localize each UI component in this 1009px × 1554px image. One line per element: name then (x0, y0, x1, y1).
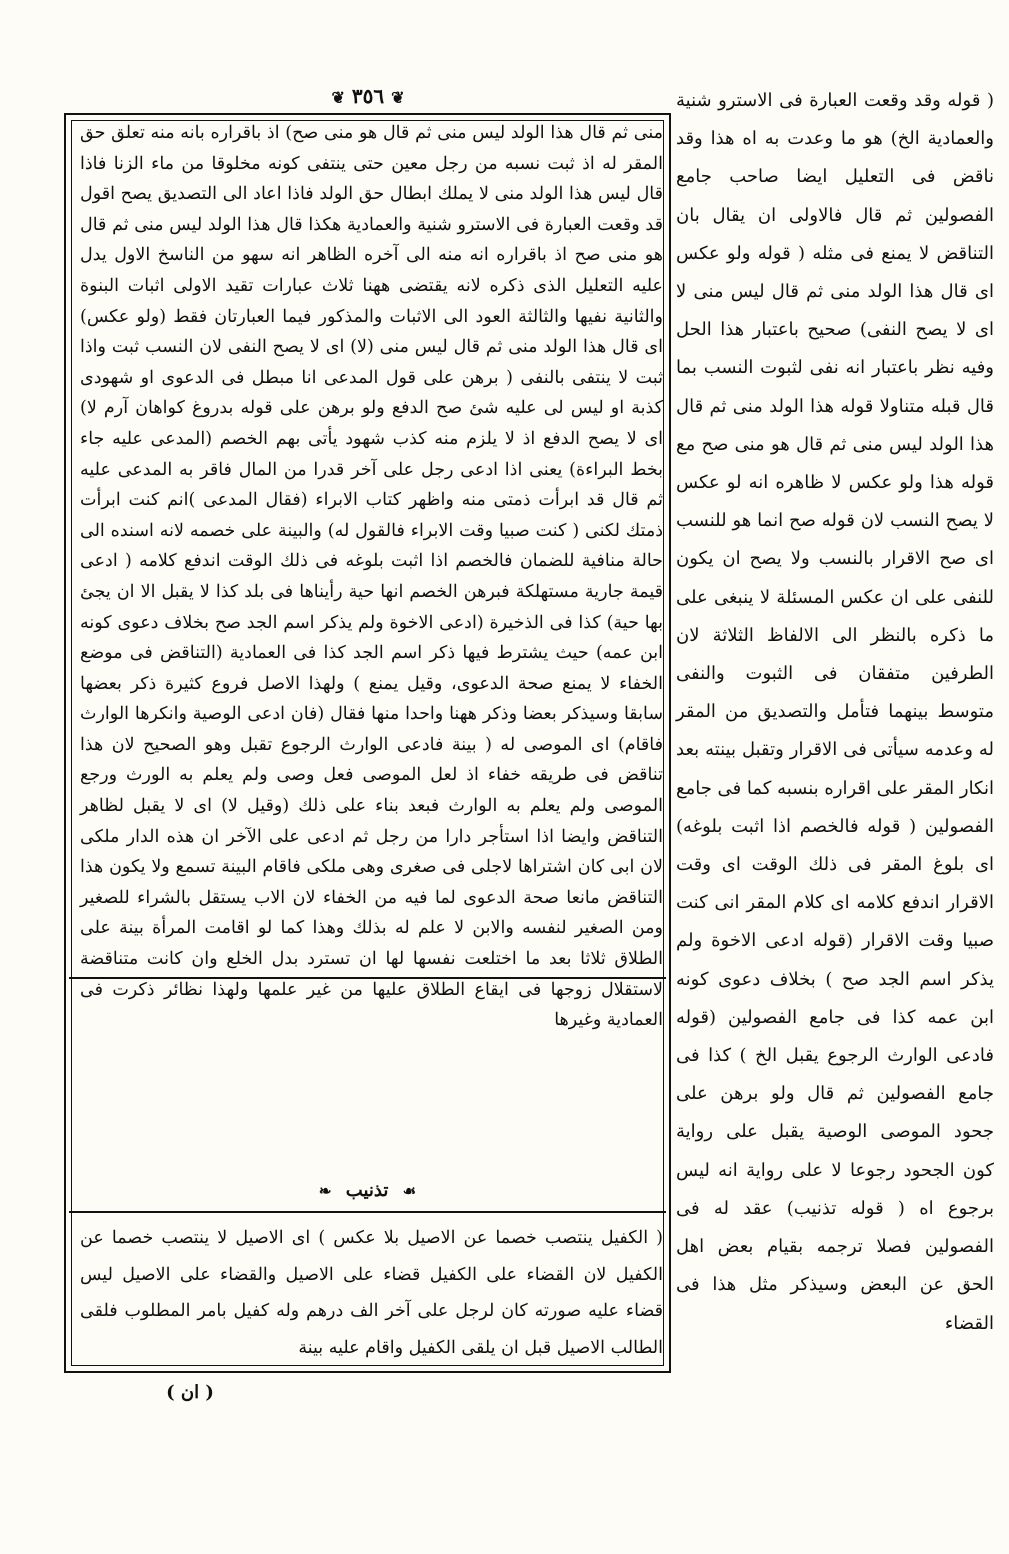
catchword: ( ان ) (166, 1382, 214, 1403)
page-number (318, 84, 418, 108)
page-number-value: ٣٥٦ (351, 84, 385, 108)
section-title (69, 1180, 666, 1201)
margin-commentary-text: ( قوله وقد وقعت العبارة فى الاسترو شنية والعمادية الخ) هو ما وعدت به اه هذا وقد ناقض فى التعليل ايضا صاحب جامع الفصولين ثم قال فالاولى ان يقال بان التناقض لا يمنع فى مثله ( قوله ولو عكس اى قال هذا الولد منى ثم قال ليس منى لا اى لا يصح النفى) صحيح باعتبار هذا الحل وفيه نظر باعتبار انه نفى لثبوت النسب بما قال قبله متناولا قوله هذا الولد منى ثم قال هذا الولد ليس منى ثم قال هو منى صح مع قوله هذا ولو عكس لا ظاهره انه لو عكس لا يصح النسب لان قوله صح انما هو للنسب اى صح الاقرار بالنسب ولا يصح ان يكون للنفى على ان عكس المسئلة لا ينبغى على ما ذكره بالنظر الى الالفاظ الثلاثة لان الطرفين متفقان فى الثبوت والنفى متوسط بينهما فتأمل والتصديق من المقر له وعدمه سيأتى فى الاقرار وتقبل بينته بعد انكار المقر على اقراره بنسبه كما فى جامع الفصولين ( قوله فالخصم اذا اثبت بلوغه) اى بلوغ المقر فى ذلك الوقت اى وقت الاقرار اندفع كلامه اى كلام المقر انى كنت صبيا وقت الاقرار (قوله ادعى الاخوة ولم يذكر اسم الجد صح ) بخلاف دعوى كونه ابن عمه كذا فى جامع الفصولين (قوله فادعى الوارث الرجوع يقبل الخ ) كذا فى جامع الفصولين ثم قال ولو برهن على جحود الموصى الوصية يقبل على رواية كون الجحود رجوعا لا على رواية انه ليس برجوع اه ( قوله تذنيب) عقد له فى الفصولين فصلا ترجمه بقيام بعض اهل الحق عن البعض وسيذكر مثل هذا فى القضاء (676, 90, 994, 1334)
section-title-text: تذنيب (345, 1180, 389, 1201)
ornament-right: ❦ (391, 88, 405, 107)
ornament-left: ❦ (331, 88, 345, 107)
main-text (80, 118, 663, 1031)
section-title-ornament-right: ☙ (402, 1182, 417, 1200)
section-text-body: ( الكفيل ينتصب خصما عن الاصيل بلا عكس ) اى الاصيل لا ينتصب خصما عن الكفيل لان القضاء على الكفيل قضاء على الاصيل والقضاء على الاصيل ليس قضاء عليه صورته كان لرجل على آخر الف درهم وله كفيل بامر المطلوب فلقى الطالب الاصيل قبل ان يلقى الكفيل واقام عليه بينة (80, 1228, 663, 1358)
section-divider-top (69, 977, 666, 979)
section-text (80, 1220, 663, 1368)
section-title-ornament-left: ❧ (318, 1182, 332, 1200)
section-divider-bottom (69, 1211, 666, 1213)
main-text-body: منى ثم قال هذا الولد ليس منى ثم قال هو منى صح) اذ باقراره بانه منه تعلق حق المقر له اذ ثبت نسبه من رجل معين حتى ينتفى كونه مخلوقا من ماء الزنا فاذا قال ليس هذا الولد منى لا يملك ابطال حق الولد فاذا اعاد الى التصديق يصح اقول قد وقعت العبارة فى الاسترو شنية والعمادية هكذا قال هذا الولد ليس منى ثم قال هو منى صح اذ باقراره انه منه الى آخره الظاهر انه سهو من الناسخ الاول يدل عليه التعليل الذى ذكره لانه يقتضى ههنا ثلاث عبارات تقيد الاولى اثبات البنوة والثانية نفيها والثالثة العود الى الاثبات والمذكور فيما العبارتان فقط (ولو عكس) اى قال هذا الولد منى ثم قال ليس منى (لا) اى لا يصح النفى لان النسب ثبت واذا ثبت لا ينتفى بالنفى ( برهن على قول المدعى انا مبطل فى الدعوى او شهودى كذبة او ليس لى عليه شئ صح الدفع ولو برهن على قوله بدروغ كواهان آرم لا) اى لا يصح الدفع اذ لا يلزم منه كذب شهود يأتى بهم الخصم (المدعى عليه جاء بخط البراءة) يعنى اذا ادعى رجل على آخر قدرا من المال فاقر به المدعى عليه ثم قال قد ابرأت ذمتى منه واظهر كتاب الابراء (فقال المدعى )انم كنت ابرأت ذمتك لكنى ( كنت صبيا وقت الابراء فالقول له) والبينة على خصمه لانه اسنده الى حالة منافية للضمان فالخصم اذا اثبت بلوغه فى ذلك الوقت اندفع كلامه ( ادعى قيمة جارية مستهلكة فبرهن الخصم انها حية رأيناها فى بلد كذا لا يقبل الا ان يجئ بها حية) كذا فى الذخيرة (ادعى الاخوة ولم يذكر اسم الجد صح بخلاف دعوى كونه ابن عمه) حيث يشترط فيها ذكر اسم الجد كذا فى العمادية (التناقض فى موضع الخفاء لا يمنع صحة الدعوى، وقيل يمنع ) ولهذا الاصل فروع كثيرة ذكر بعضها سابقا وسيذكر بعضا وذكر ههنا واحدا منها فقال (فان ادعى الوصية وانكرها الوارث فاقام) اى الموصى له ( بينة فادعى الوارث الرجوع تقبل وهو الصحيح لان هذا تناقض فى طريقه خفاء اذ لعل الموصى فعل وصى ولم يعلم به الورث ورجع الموصى ولم يعلم به الوارث فبعد بناء على ذلك (وقيل لا) اى لا يقبل لظاهر التناقض وايضا اذا استأجر دارا من رجل ثم ادعى على الآخر ان هذه الدار ملكى لان ابى كان اشتراها لاجلى فى صغرى وهى ملكى فاقام البينة تسمع ولا يكون هذا التناقض مانعا صحة الدعوى لما فيه من الخفاء لان الاب يستقل بالشراء للصغير ومن الصغير لنفسه والابن لا علم له بذلك وهذا كما لو اقامت المرأة بينة على الطلاق ثلاثا بعد ما اختلعت نفسها لها ان تسترد بدل الخلع وان كانت متناقضة لاستقلال زوجها فى ايقاع الطلاق عليها من غير علمها ولهذا نظائر ذكرت فى العمادية وغيرها (80, 123, 663, 1031)
margin-commentary (676, 82, 994, 1412)
